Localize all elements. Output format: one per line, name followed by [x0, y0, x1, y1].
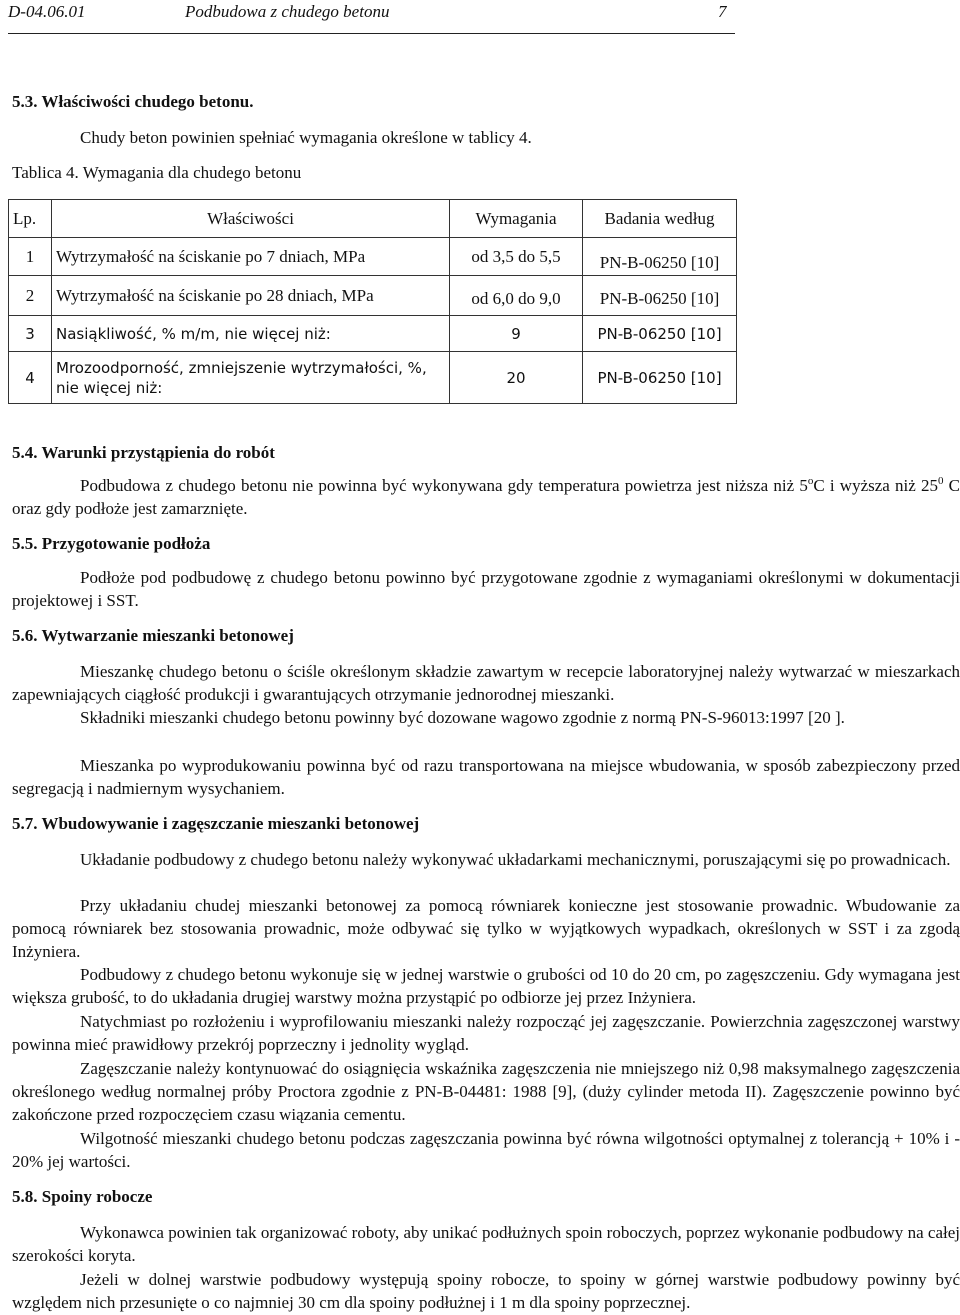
col-header-test-method: Badania według	[583, 200, 737, 238]
paragraph-text: Jeżeli w dolnej warstwie podbudowy występują spoiny robocze, to spoiny w górnej warstwie podbudowy powinny być względem nich przesunięte o co najmniej 30 cm dla spoiny podłużnej i 1 m dla spoiny poprzecznej.	[12, 1270, 960, 1312]
col-header-requirement: Wymagania	[450, 200, 583, 238]
row-requirement: od 3,5 do 5,5	[450, 238, 583, 276]
doc-code: D-04.06.01	[8, 2, 86, 21]
row-test-method: PN-B-06250 [10]	[583, 238, 737, 276]
paragraph-text: Podbudowy z chudego betonu wykonuje się w jednej warstwie o grubości od 10 do 20 cm, po zagęszczeniu. Gdy wymagana jest większa grubość, to do układania drugiej warstwy można przystąpić po odbiorze jej przez Inżyniera.	[12, 965, 960, 1007]
paragraph	[12, 1057, 960, 1126]
row-requirement: 9	[450, 316, 583, 352]
table-row	[9, 238, 737, 276]
table-row	[9, 352, 737, 404]
paragraph	[12, 894, 960, 963]
paragraph-text: Podbudowa z chudego betonu nie powinna być wykonywana gdy temperatura powietrza jest niższa niż 5	[80, 476, 808, 495]
col-header-property: Właściwości	[52, 200, 450, 238]
table-caption: Tablica 4. Wymagania dla chudego betonu	[12, 163, 302, 182]
section-heading-5-3: 5.3. Właściwości chudego betonu.	[12, 92, 254, 111]
section-heading-5-8: 5.8. Spoiny robocze	[12, 1187, 153, 1206]
paragraph	[12, 1268, 960, 1314]
page-number: 7	[718, 2, 727, 21]
paragraph	[12, 848, 960, 871]
row-requirement: 20	[450, 352, 583, 404]
paragraph	[12, 474, 960, 520]
row-property: Mrozoodporność, zmniejszenie wytrzymałości, %, nie więcej niż:	[52, 352, 450, 404]
paragraph-text: Układanie podbudowy z chudego betonu należy wykonywać układarkami mechanicznymi, poruszającymi się po prowadnicach.	[80, 850, 951, 869]
row-test-method: PN-B-06250 [10]	[583, 316, 737, 352]
row-lp: 4	[9, 352, 52, 404]
requirements-table	[8, 199, 737, 404]
row-test-method: PN-B-06250 [10]	[583, 352, 737, 404]
paragraph-text: Wilgotność mieszanki chudego betonu podczas zagęszczania powinna być równa wilgotności optymalnej z tolerancją + 10% i - 20% jej wartości.	[12, 1129, 960, 1171]
paragraph	[12, 566, 960, 612]
paragraph-text: Zagęszczanie należy kontynuować do osiągnięcia wskaźnika zagęszczenia nie mniejszego niż 0,98 maksymalnego zagęszczenia określonego według normalnej próby Proctora zgodnie z PN-B-04481: 1988 [9], (duży cylinder metoda II). Zagęszczenie powinno być zakończone przed rozpoczęciem czasu wiązania cementu.	[12, 1059, 960, 1124]
paragraph	[12, 1010, 960, 1056]
row-lp: 3	[9, 316, 52, 352]
paragraph	[12, 660, 960, 706]
col-header-lp: Lp.	[9, 200, 52, 238]
paragraph	[12, 754, 960, 800]
row-property: Wytrzymałość na ściskanie po 7 dniach, MPa	[52, 238, 450, 276]
paragraph	[12, 963, 960, 1009]
paragraph-text: Natychmiast po rozłożeniu i wyprofilowaniu mieszanki należy rozpocząć jej zagęszczanie. Powierzchnia zagęszczonej warstwy powinna mieć prawidłowy przekrój poprzeczny i jednolity wygląd.	[12, 1012, 960, 1054]
table-header-row	[9, 200, 737, 238]
section-heading-5-4: 5.4. Warunki przystąpienia do robót	[12, 443, 275, 462]
row-property: Nasiąkliwość, % m/m, nie więcej niż:	[52, 316, 450, 352]
paragraph	[12, 1127, 960, 1173]
paragraph-text: Składniki mieszanki chudego betonu powinny być dozowane wagowo zgodnie z normą PN-S-96013:1997 [20 ].	[80, 708, 845, 727]
superscript: o	[807, 475, 814, 487]
row-lp: 1	[9, 238, 52, 276]
superscript: 0	[937, 475, 944, 487]
paragraph-text: Przy układaniu chudej mieszanki betonowej za pomocą równiarek konieczne jest stosowanie prowadnic. Wbudowanie za pomocą równiarek bez stosowania prowadnic, może odbywać się tylko w wyjątkowych wypadkach, określonych w SST i za zgodą Inżyniera.	[12, 896, 960, 961]
header-rule	[8, 33, 735, 34]
table-row	[9, 276, 737, 316]
paragraph-text: Podłoże pod podbudowę z chudego betonu powinno być przygotowane zgodnie z wymaganiami określonymi w dokumentacji projektowej i SST.	[12, 568, 960, 610]
paragraph-text: Mieszankę chudego betonu o ściśle określonym składzie zawartym w recepcie laboratoryjnej należy wytwarzać w mieszarkach zapewniających ciągłość produkcji i gwarantujących otrzymanie jednorodnej mieszanki.	[12, 662, 960, 704]
section-heading-5-7: 5.7. Wbudowywanie i zagęszczanie mieszanki betonowej	[12, 814, 420, 833]
table-row	[9, 316, 737, 352]
row-requirement: od 6,0 do 9,0	[450, 276, 583, 316]
paragraph	[12, 1221, 960, 1267]
doc-title: Podbudowa z chudego betonu	[185, 2, 390, 21]
section-heading-5-6: 5.6. Wytwarzanie mieszanki betonowej	[12, 626, 294, 645]
paragraph-text: Mieszanka po wyprodukowaniu powinna być od razu transportowana na miejsce wbudowania, w sposób zabezpieczony przed segregacją i nadmiernym wysychaniem.	[12, 756, 960, 798]
section-intro: Chudy beton powinien spełniać wymagania określone w tablicy 4.	[80, 128, 532, 147]
paragraph-text: C i wyższa niż 25	[813, 476, 938, 495]
paragraph-text: C oraz gdy podłoże jest zamarznięte.	[12, 476, 960, 518]
row-property: Wytrzymałość na ściskanie po 28 dniach, MPa	[52, 276, 450, 316]
paragraph-text: Wykonawca powinien tak organizować roboty, aby unikać podłużnych spoin roboczych, poprzez wykonanie podbudowy na całej szerokości koryta.	[12, 1223, 960, 1265]
row-lp: 2	[9, 276, 52, 316]
paragraph	[12, 706, 960, 729]
section-heading-5-5: 5.5. Przygotowanie podłoża	[12, 534, 211, 553]
row-test-method: PN-B-06250 [10]	[583, 276, 737, 316]
